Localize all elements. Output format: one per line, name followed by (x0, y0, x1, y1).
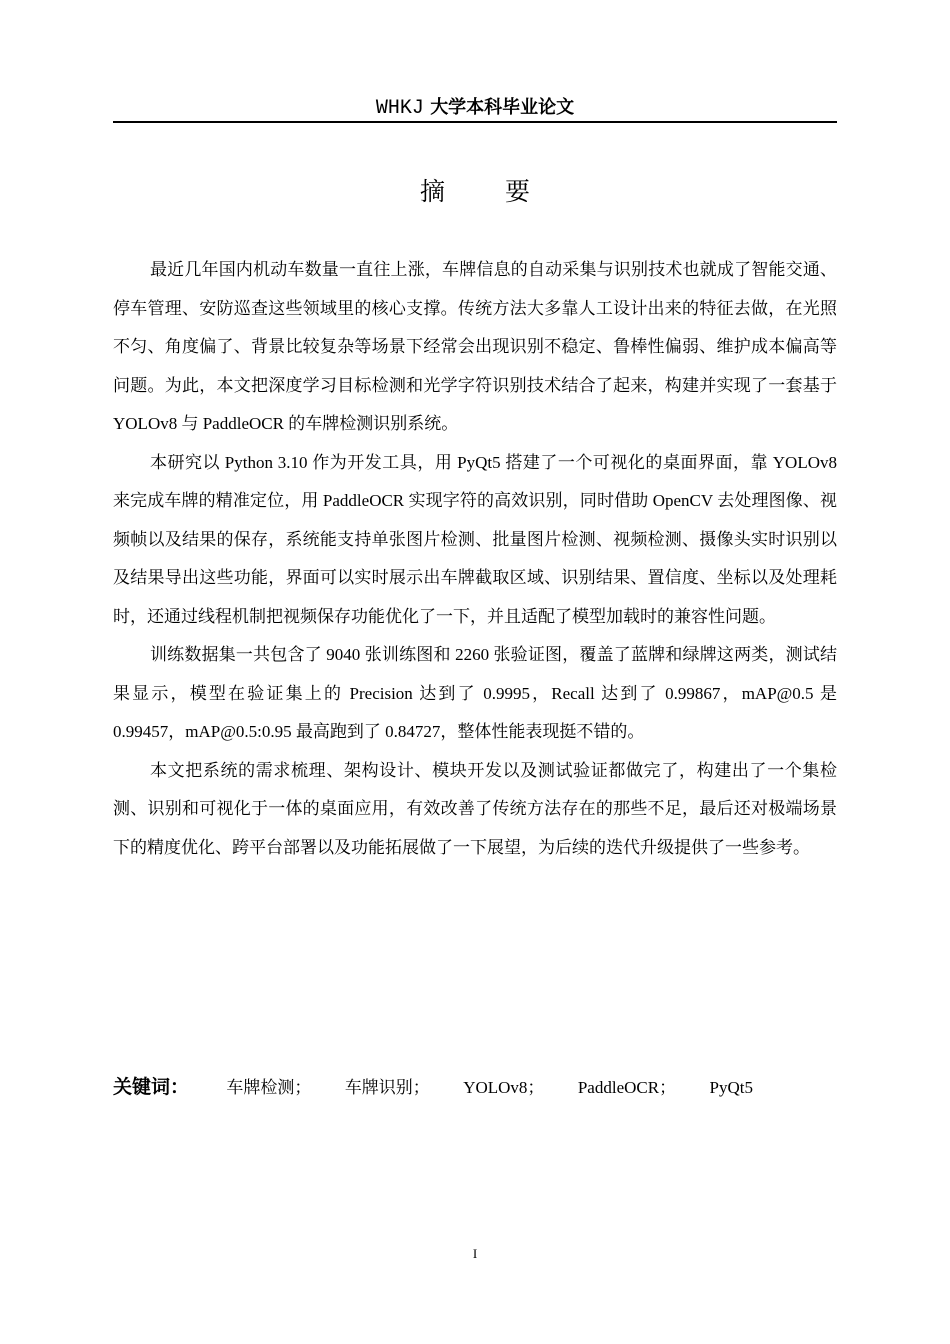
keyword-item: YOLOv8； (463, 1078, 545, 1097)
abstract-paragraph-3: 训练数据集一共包含了 9040 张训练图和 2260 张验证图，覆盖了蓝牌和绿牌这两类，测试结果显示，模型在验证集上的 Precision 达到了 0.9995，Recall 达到了 0.99867，mAP@0.5 是 0.99457，mAP@0.5:0.95 最高跑到了 0.84727，整体性能表现挺不错的。 (113, 645, 837, 741)
page-header (113, 92, 837, 123)
header-chinese-text: 大学本科毕业论文 (430, 97, 575, 118)
keyword-item: PaddleOCR； (577, 1078, 677, 1097)
abstract-body (113, 251, 837, 867)
header-rule (113, 121, 837, 123)
keywords-line (113, 1070, 837, 1105)
abstract-paragraph-2: 本研究以 Python 3.10 作为开发工具，用 PyQt5 搭建了一个可视化的桌面界面，靠 YOLOv8 来完成车牌的精准定位，用 PaddleOCR 实现字符的高效识别，同时借助 OpenCV 去处理图像、视频帧以及结果的保存，系统能支持单张图片检测、批量图片检测、视频检测、摄像头实时识别以及结果导出这些功能，界面可以实时展示出车牌截取区域、识别结果、置信度、坐标以及处理耗时，还通过线程机制把视频保存功能优化了一下，并且适配了模型加载时的兼容性问题。 (113, 452, 837, 626)
keywords-label: 关键词： (113, 1076, 190, 1098)
header-latin-text: WHKJ (375, 97, 424, 120)
abstract-paragraph-4: 本文把系统的需求梳理、架构设计、模块开发以及测试验证都做完了，构建出了一个集检测、识别和可视化于一体的桌面应用，有效改善了传统方法存在的那些不足，最后还对极端场景下的精度优化、跨平台部署以及功能拓展做了一下展望，为后续的迭代升级提供了一些参考。 (113, 760, 837, 857)
page-number: I (472, 1246, 478, 1261)
abstract-title: 摘 要 (420, 177, 556, 206)
keyword-item: 车牌识别； (344, 1078, 430, 1097)
abstract-paragraph-1: 最近几年国内机动车数量一直往上涨，车牌信息的自动采集与识别技术也就成了智能交通、停车管理、安防巡查这些领域里的核心支撑。传统方法大多靠人工设计出来的特征去做，在光照不匀、角度偏了、背景比较复杂等场景下经常会出现识别不稳定、鲁棒性偏弱、维护成本偏高等问题。为此，本文把深度学习目标检测和光学字符识别技术结合了起来，构建并实现了一套基于 YOLOv8 与 PaddleOCR 的车牌检测识别系统。 (113, 260, 837, 433)
keyword-item: PyQt5 (709, 1078, 753, 1097)
keyword-item: 车牌检测； (226, 1078, 312, 1097)
